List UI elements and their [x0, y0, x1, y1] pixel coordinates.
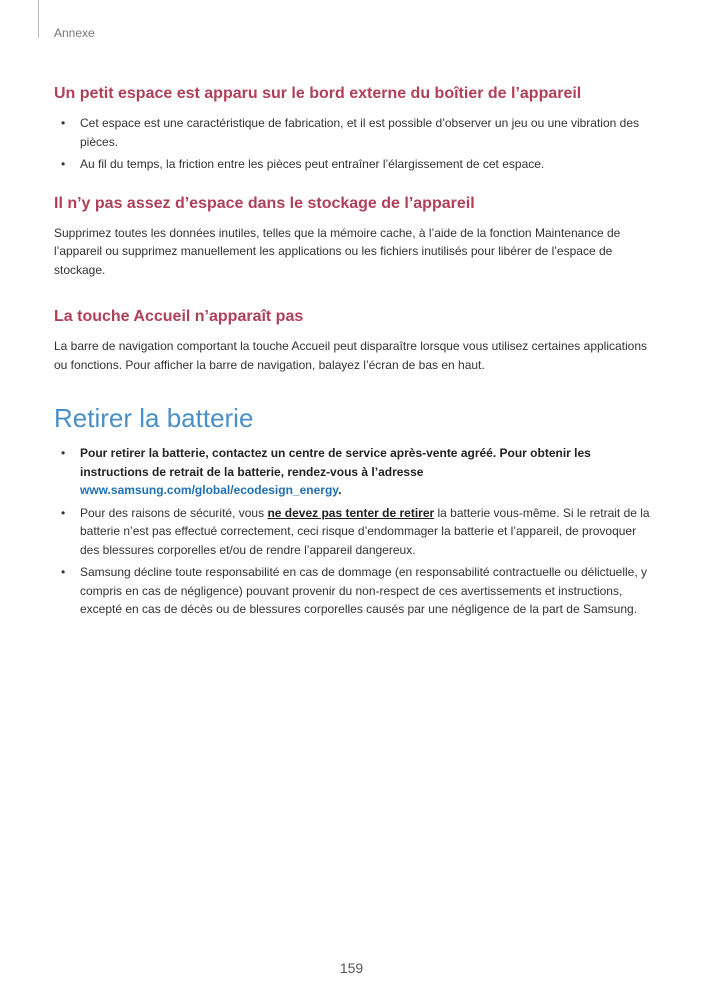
list-item	[54, 504, 650, 560]
storage-paragraph: Supprimez toutes les données inutiles, telles que la mémoire cache, à l’aide de la fonction Maintenance de l’appareil ou supprimez manuellement les applications ou les fichiers inutilisés pour libérer de l’espace de stockage.	[54, 225, 621, 277]
heading-gap: Un petit espace est apparu sur le bord externe du boîtier de l’appareil	[54, 85, 582, 102]
ecodesign-link[interactable]: www.samsung.com/global/ecodesign_energy	[80, 483, 339, 497]
page-number: 159	[339, 960, 364, 976]
section-header: Annexe	[54, 26, 95, 40]
list-item	[54, 444, 650, 500]
home-key-paragraph: La barre de navigation comportant la touche Accueil peut disparaître lorsque vous utilisez certaines applications ou fonctions. Pour afficher la barre de navigation, balayez l’écran de bas en haut.	[54, 339, 648, 372]
safety-text-pre: Pour des raisons de sécurité, vous	[80, 505, 268, 520]
header-divider	[38, 0, 39, 38]
heading-remove-battery: Retirer la batterie	[54, 403, 254, 433]
safety-emphasis: ne devez pas tenter de retirer	[267, 505, 435, 520]
list-item: • Samsung décline toute responsabilité en cas de dommage (en responsabilité contractuelle ou délictuelle, y compris en cas de négligence) pouvant provenir du non-respect de ces avertissements et instructions, excepté en cas de décès ou de blessures corporelles causés par une négligence de la part de Samsung.	[54, 563, 650, 619]
heading-storage: Il n’y pas assez d’espace dans le stockage de l’appareil	[54, 194, 475, 212]
heading-home-key: La touche Accueil n’apparaît pas	[54, 308, 304, 325]
battery-instruction-text: Pour retirer la batterie, contactez un centre de service après-vente agréé. Pour obtenir les instructions de retrait de la batterie, rendez-vous à l’adresse	[80, 446, 591, 479]
list-item: • Cet espace est une caractéristique de fabrication, et il est possible d’observer un jeu ou une vibration des pièces.	[54, 114, 650, 151]
battery-instruction-end: .	[338, 483, 342, 497]
battery-bullet-list	[54, 444, 650, 619]
safety-text-post: la batterie vous-même. Si le retrait de la batterie n’est pas effectué correctement, ceci risque d’endommager la batterie et l’appareil, de provoquer des blessures corporelles et/ou de rendre l’appareil dangereux.	[80, 505, 650, 557]
list-item: • Au fil du temps, la friction entre les pièces peut entraîner l’élargissement de cet espace.	[54, 155, 650, 174]
gap-bullet-list	[54, 114, 650, 174]
page-content	[54, 84, 650, 623]
